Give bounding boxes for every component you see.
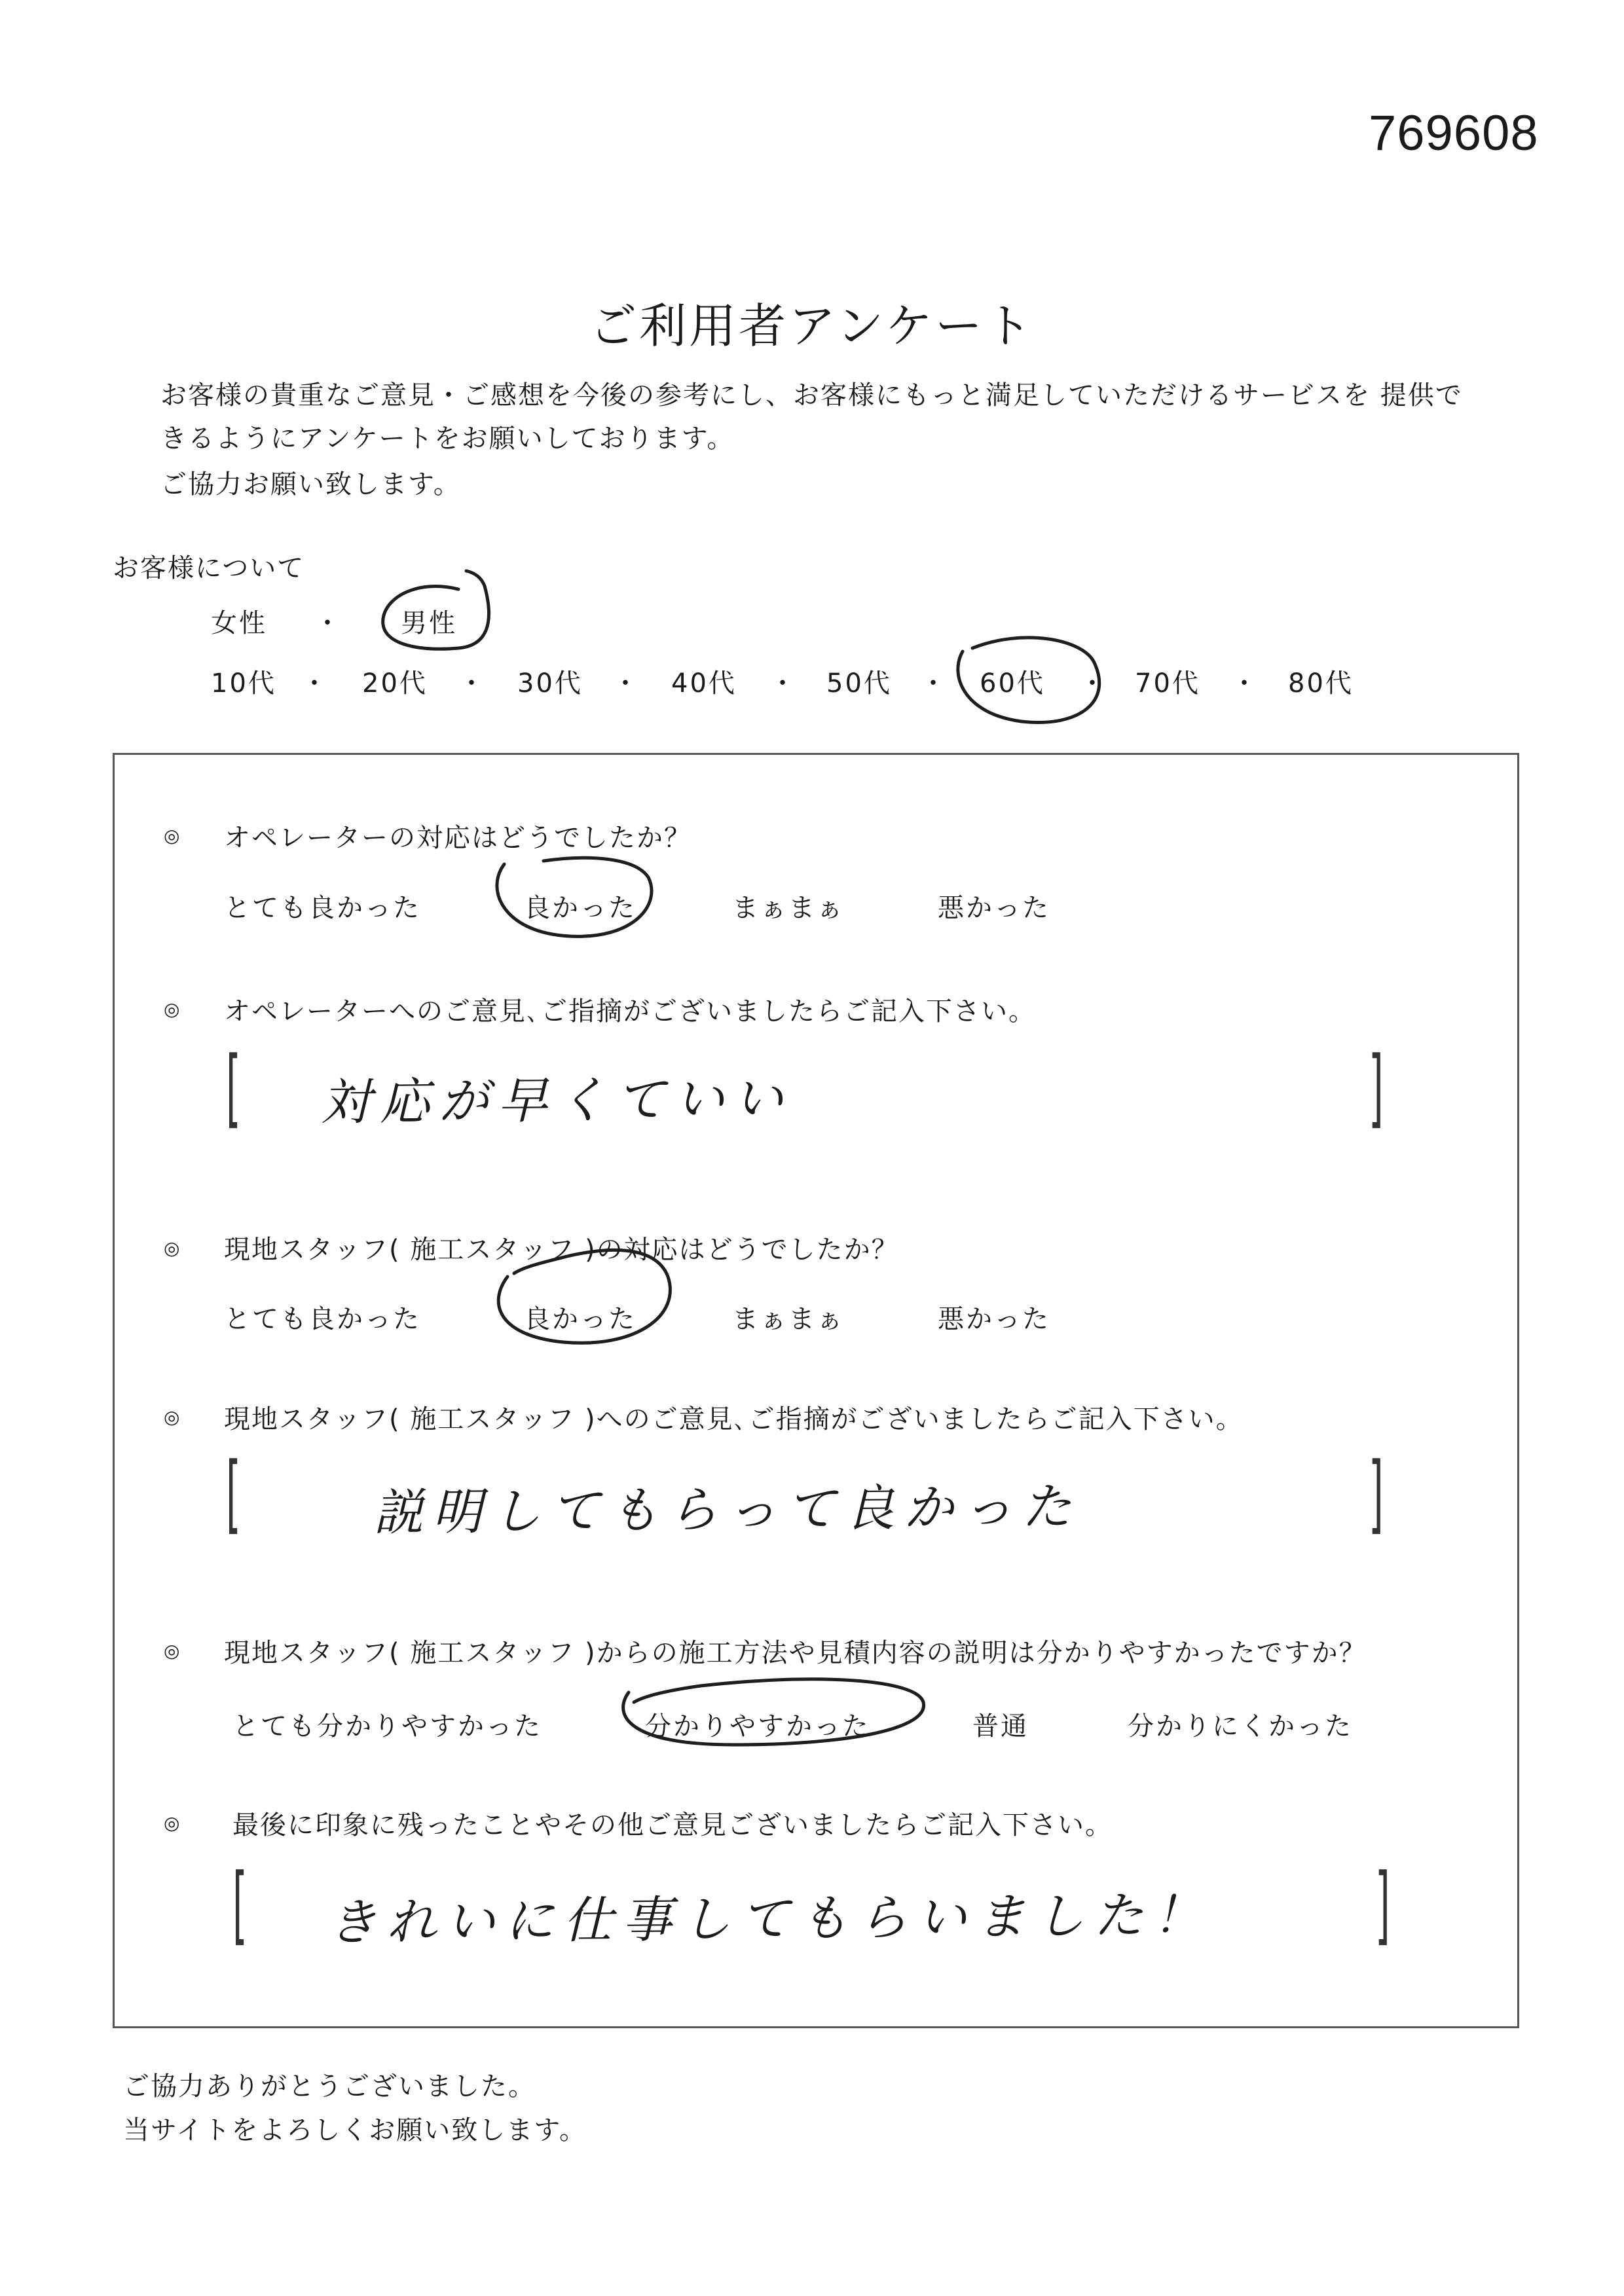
age-option-60[interactable]: 60代 [980, 668, 1045, 699]
q5-option-unclear[interactable]: 分かりにくかった [1128, 1711, 1353, 1741]
separator: ・ [612, 668, 638, 699]
age-option-50[interactable]: 50代 [826, 668, 892, 699]
age-option-40[interactable]: 40代 [671, 668, 737, 699]
question-final-comments: 最後に印象に残ったことやその他ご意見ございましたらご記入下さい。 [232, 1810, 1113, 1840]
gender-option-female[interactable]: 女性 [211, 608, 267, 638]
bullet-icon: ◎ [164, 1640, 180, 1662]
selection-circle-male [383, 571, 489, 649]
q1-option-very-good[interactable]: とても良かった [224, 893, 421, 923]
bullet-icon: ◎ [164, 825, 180, 847]
answer-operator-comments[interactable]: 対応が早くていい [320, 1068, 793, 1132]
q5-option-very-clear[interactable]: とても分かりやすかった [232, 1711, 542, 1741]
question-operator-comments: オペレーターへのご意見､ご指摘がございましたらご記入下さい。 [224, 996, 1036, 1027]
answer-bracket-close: ] [1369, 1444, 1384, 1543]
intro-line-3: ご協力お願い致します。 [160, 469, 461, 500]
closing-line-2: 当サイトをよろしくお願い致します。 [123, 2115, 587, 2145]
answer-bracket-open: [ [232, 1855, 248, 1954]
age-option-80[interactable]: 80代 [1288, 668, 1354, 699]
answer-bracket-open: [ [226, 1038, 241, 1137]
selection-circle-q5 [623, 1679, 924, 1745]
customer-heading: お客様について [113, 553, 305, 583]
separator: ・ [1079, 668, 1105, 699]
bullet-icon: ◎ [164, 998, 180, 1020]
q3-option-good[interactable]: 良かった [524, 1304, 637, 1334]
separator: ・ [458, 668, 485, 699]
q1-option-bad[interactable]: 悪かった [938, 893, 1050, 923]
q3-option-so-so[interactable]: まぁまぁ [732, 1304, 845, 1334]
answer-bracket-open: [ [226, 1444, 241, 1543]
bullet-icon: ◎ [164, 1406, 180, 1428]
selection-circle-q3 [498, 1250, 670, 1343]
age-option-70[interactable]: 70代 [1135, 668, 1200, 699]
bullet-icon: ◎ [164, 1812, 180, 1834]
age-option-10[interactable]: 10代 [211, 668, 276, 699]
intro-line-1: お客様の貴重なご意見・ご感想を今後の参考にし、お客様にもっと満足していただけるサービスを 提供で [160, 380, 1463, 410]
bullet-icon: ◎ [164, 1237, 180, 1259]
answer-bracket-close: ] [1375, 1855, 1390, 1954]
q1-option-good[interactable]: 良かった [524, 893, 637, 923]
document-id: 769608 [1369, 105, 1539, 161]
separator: ・ [769, 668, 796, 699]
question-staff-explanation: 現地スタッフ( 施工スタッフ )からの施工方法や見積内容の説明は分かりやすかったですか？ [224, 1638, 1367, 1668]
age-option-30[interactable]: 30代 [517, 668, 583, 699]
question-operator-response: オペレーターの対応はどうでしたか？ [224, 823, 692, 853]
separator: ・ [1231, 668, 1257, 699]
selection-circle-q1 [497, 858, 652, 936]
answer-staff-comments[interactable]: 説明してもらって良かった [373, 1477, 1081, 1542]
intro-line-2: きるようにアンケートをお願いしております。 [160, 424, 735, 454]
answer-final-comments[interactable]: きれいに仕事してもらいました！ [327, 1886, 1212, 1952]
question-staff-response: 現地スタッフ( 施工スタッフ )の対応はどうでしたか？ [224, 1235, 899, 1265]
question-staff-comments: 現地スタッフ( 施工スタッフ )へのご意見､ご指摘がございましたらご記入下さい。 [224, 1404, 1244, 1434]
gender-option-male[interactable]: 男性 [401, 608, 457, 638]
q3-option-very-good[interactable]: とても良かった [224, 1304, 421, 1334]
separator: ・ [314, 608, 341, 638]
q3-option-bad[interactable]: 悪かった [938, 1304, 1050, 1334]
answer-bracket-close: ] [1369, 1038, 1384, 1137]
age-option-20[interactable]: 20代 [362, 668, 428, 699]
selection-circle-60 [958, 638, 1099, 723]
page-title: ご利用者アンケート [589, 299, 1035, 354]
q5-option-normal[interactable]: 普通 [972, 1711, 1029, 1741]
q1-option-so-so[interactable]: まぁまぁ [732, 893, 845, 923]
separator: ・ [301, 668, 327, 699]
q5-option-clear[interactable]: 分かりやすかった [645, 1711, 870, 1741]
separator: ・ [920, 668, 946, 699]
closing-line-1: ご協力ありがとうございました。 [123, 2071, 536, 2102]
